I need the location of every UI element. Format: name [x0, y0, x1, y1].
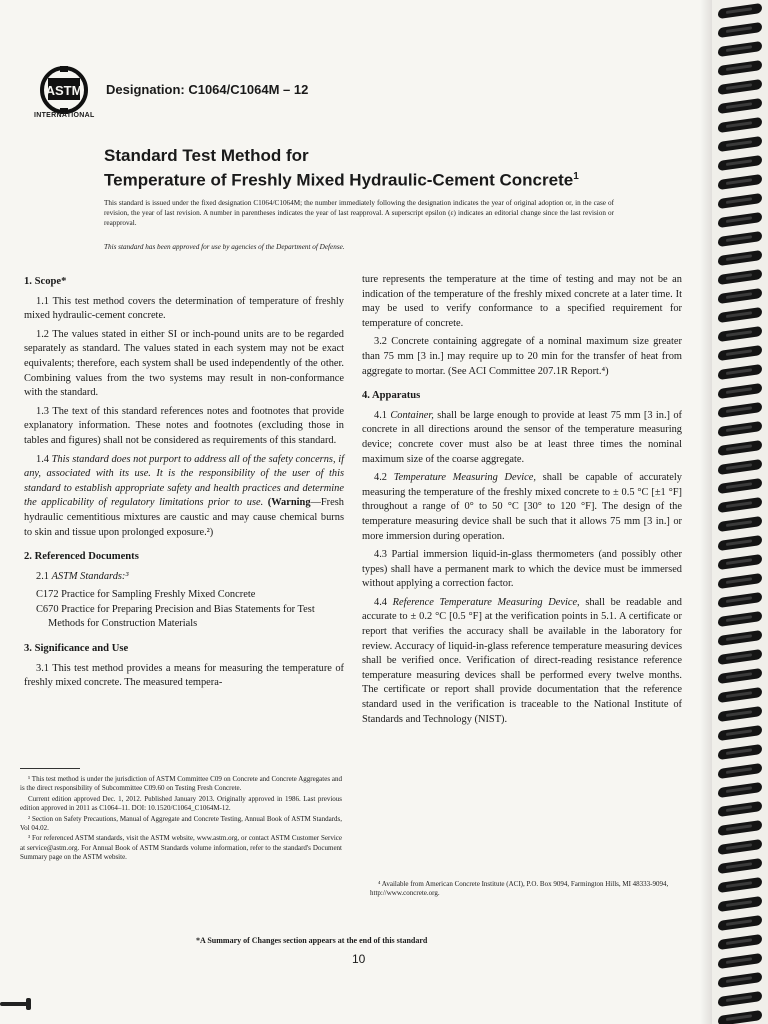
approved-note: This standard has been approved for use by agencies of the Department of Defense.: [104, 243, 345, 251]
spiral-coil-icon: [718, 896, 762, 912]
reference-c670: C670 Practice for Preparing Precision and Bias Statements for Test Methods for Construction Materials: [36, 603, 315, 630]
spiral-coil-icon: [718, 858, 762, 874]
spiral-coil-icon: [718, 155, 762, 171]
spiral-coil-icon: [718, 573, 762, 589]
spiral-coil-icon: [718, 991, 762, 1007]
spiral-coil-icon: [718, 535, 762, 551]
spiral-coil-icon: [718, 801, 762, 817]
apparatus-heading: 4. Apparatus: [362, 390, 421, 402]
footnotes-left: [20, 758, 342, 864]
paragraph-1-1: 1.1 This test method covers the determination of temperature of freshly mixed hydraulic-cement concrete.: [24, 295, 344, 322]
spiral-coil-icon: [718, 744, 762, 760]
spiral-coil-icon: [718, 972, 762, 988]
footnote-4: ⁴ Available from American Concrete Institute (ACI), P.O. Box 9094, Farmington Hills, MI 48333-9094, http://www.concrete.org.: [370, 880, 669, 898]
designation: Designation: C1064/C1064M – 12: [106, 82, 309, 97]
referenced-list: [36, 588, 344, 632]
spiral-coil-icon: [718, 763, 762, 779]
spiral-coil-icon: [718, 459, 762, 475]
summary-note: *A Summary of Changes section appears at the end of this standard: [196, 936, 428, 945]
footnote-3: ³ For referenced ASTM standards, visit the ASTM website, www.astm.org, or contact ASTM Customer Service at service@astm.org. For Annual Book of ASTM Standards volume information, refer to the standard's Document Summary page on the ASTM website.: [20, 834, 342, 862]
spiral-coil-icon: [718, 725, 762, 741]
spiral-coil-icon: [718, 687, 762, 703]
title-line-2: Temperature of Freshly Mixed Hydraulic-Cement Concrete$^1$: [104, 170, 579, 190]
spiral-coil-icon: [718, 1010, 762, 1024]
spiral-coil-icon: [718, 421, 762, 437]
spiral-coil-icon: [718, 497, 762, 513]
paragraph-3-1-continued: ture represents the temperature at the time of testing and may not be an indication of the temperature of the freshly mixed concrete at a later time. It may be used to verify conformance to a specified requirement for temperature of concrete.: [362, 274, 682, 329]
spiral-coil-icon: [718, 364, 762, 380]
spiral-coil-icon: [718, 345, 762, 361]
paragraph-2-1: 2.1 ASTM Standards:³: [36, 570, 129, 582]
paragraph-4-2: 4.2 Temperature Measuring Device, shall be capable of accurately measuring the temperature of the freshly mixed concrete to ± 0.5 °C [±1 °F] throughout a range of 0° to 50 °C [30° to 120 °F]. The design of the temperature measuring device shall be such that it allows 75 mm [3 in.] or more immersion during operation.: [362, 472, 682, 542]
spiral-coil-icon: [718, 193, 762, 209]
svg-text:ASTM: ASTM: [45, 83, 83, 98]
spiral-coil-icon: [718, 934, 762, 950]
paragraph-4-3: 4.3 Partial immersion liquid-in-glass thermometers (and possibly other types) shall have a permanent mark to which the device must be immersed without applying a correction factor.: [362, 549, 682, 590]
left-column: [24, 273, 344, 695]
footnote-rule: [20, 768, 80, 769]
spiral-coil-icon: [718, 706, 762, 722]
paragraph-3-2: 3.2 Concrete containing aggregate of a nominal maximum size greater than 75 mm [3 in.] may require up to 20 min for the transfer of heat from aggregate to mortar. (See ACI Committee 207.1R Report.⁴): [362, 336, 682, 377]
spiral-coil-icon: [718, 174, 762, 190]
footnote-1: ¹ This test method is under the jurisdiction of ASTM Committee C09 on Concrete and Concrete Aggregates and is the direct responsibility of Subcommittee C09.60 on Testing Fresh Concrete.: [20, 775, 342, 793]
spiral-coil-icon: [718, 231, 762, 247]
spiral-coil-icon: [718, 3, 762, 19]
spiral-binding: [712, 0, 768, 1024]
spiral-coil-icon: [718, 915, 762, 931]
spiral-coil-icon: [718, 383, 762, 399]
significance-heading: 3. Significance and Use: [24, 643, 129, 655]
spiral-coil-icon: [718, 60, 762, 76]
spiral-coil-icon: [718, 41, 762, 57]
spiral-coil-icon: [718, 782, 762, 798]
spiral-coil-icon: [718, 22, 762, 38]
paragraph-4-1: 4.1 Container, shall be large enough to provide at least 75 mm [3 in.] of concrete in all directions around the sensor of the temperature measuring device; concrete cover must also be at least three times the nominal maximum size of the coarse aggregate.: [362, 409, 682, 465]
spiral-coil-icon: [718, 953, 762, 969]
spiral-coil-icon: [718, 79, 762, 95]
logo-caption: INTERNATIONAL: [34, 112, 95, 119]
spiral-coil-icon: [718, 117, 762, 133]
spiral-coil-icon: [718, 288, 762, 304]
issued-note: This standard is issued under the fixed designation C1064/C1064M; the number immediately following the designation indicates the year of original adoption or, in the case of revision, the year of last revision. A number in parentheses indicates the year of last reapproval. A superscript epsilon (ε) indicates an editorial change since the last revision or reapproval.: [104, 199, 614, 227]
spiral-coil-icon: [718, 877, 762, 893]
page-number: 10: [352, 952, 366, 966]
spiral-coil-icon: [718, 839, 762, 855]
right-column: [362, 273, 682, 731]
spiral-coil-icon: [718, 592, 762, 608]
spiral-coil-icon: [718, 649, 762, 665]
spiral-coil-icon: [718, 269, 762, 285]
binder-clip-icon: [0, 996, 40, 1014]
spiral-coil-icon: [718, 440, 762, 456]
spiral-coil-icon: [718, 326, 762, 342]
paragraph-1-3: 1.3 The text of this standard references notes and footnotes that provide explanatory information. These notes and footnotes (excluding those in tables and figures) shall not be considered as requirements of this standard.: [24, 405, 344, 446]
spiral-coil-icon: [718, 402, 762, 418]
paragraph-1-4: 1.4 This standard does not purport to address all of the safety concerns, if any, associated with its use. It is the responsibility of the user of this standard to establish appropriate safety and health practices and determine the applicability of regulatory limitations prior to use. (Warning—Fresh hydraulic cementitious mixtures are caustic and may cause chemical burns to skin and tissue upon prolonged exposure.²): [24, 453, 344, 538]
reference-c172: C172 Practice for Sampling Freshly Mixed Concrete: [36, 589, 256, 601]
referenced-documents-heading: 2. Referenced Documents: [24, 551, 139, 563]
document-title: [104, 145, 624, 191]
spiral-coil-icon: [718, 212, 762, 228]
spiral-coil-icon: [718, 630, 762, 646]
footnote-1-edition: Current edition approved Dec. 1, 2012. Published January 2013. Originally approved in 1986. Last previous edition approved in 2011 as C1064–11. DOI: 10.1520/C1064_C1064M-12.: [20, 794, 342, 813]
title-line-1: Standard Test Method for: [104, 146, 309, 165]
scope-heading: 1. Scope*: [24, 276, 67, 287]
paragraph-1-2: 1.2 The values stated in either SI or inch-pound units are to be regarded separately as standard. The values stated in each system may not be exact equivalents; therefore, each system shall be used independently of the other. Combining values from the two systems may result in non-conformance with the standard.: [24, 328, 344, 399]
paragraph-3-1: 3.1 This test method provides a means for measuring the temperature of freshly mixed concrete. The measured tempera-: [24, 662, 344, 689]
spiral-coil-icon: [718, 516, 762, 532]
spiral-coil-icon: [718, 136, 762, 152]
spiral-coil-icon: [718, 554, 762, 570]
spiral-coil-icon: [718, 98, 762, 114]
paragraph-4-4: 4.4 Reference Temperature Measuring Device, shall be readable and accurate to ± 0.2 °C [0.5 °F] at the verification points in 5.1. A certificate or report that verifies the accuracy shall be available in the laboratory for review. Accuracy of liquid-in-glass reference temperature measuring devices shall be verified once. Verification of direct-reading resistance reference temperature measuring devices shall be performed every twelve months. The certificate or report shall provide documentation that the reference standard used in the verification is traceable to the National Institute of Standards and Technology (NIST).: [362, 596, 682, 725]
spiral-coil-icon: [718, 668, 762, 684]
spiral-coil-icon: [718, 611, 762, 627]
spiral-coil-icon: [718, 478, 762, 494]
spiral-coil-icon: [718, 307, 762, 323]
spiral-coil-icon: [718, 250, 762, 266]
footnote-2: ² Section on Safety Precautions, Manual of Aggregate and Concrete Testing, Annual Book of ASTM Standards, Vol 04.02.: [20, 814, 342, 833]
spiral-coil-icon: [718, 820, 762, 836]
title-footnote-mark: 1: [573, 171, 579, 182]
